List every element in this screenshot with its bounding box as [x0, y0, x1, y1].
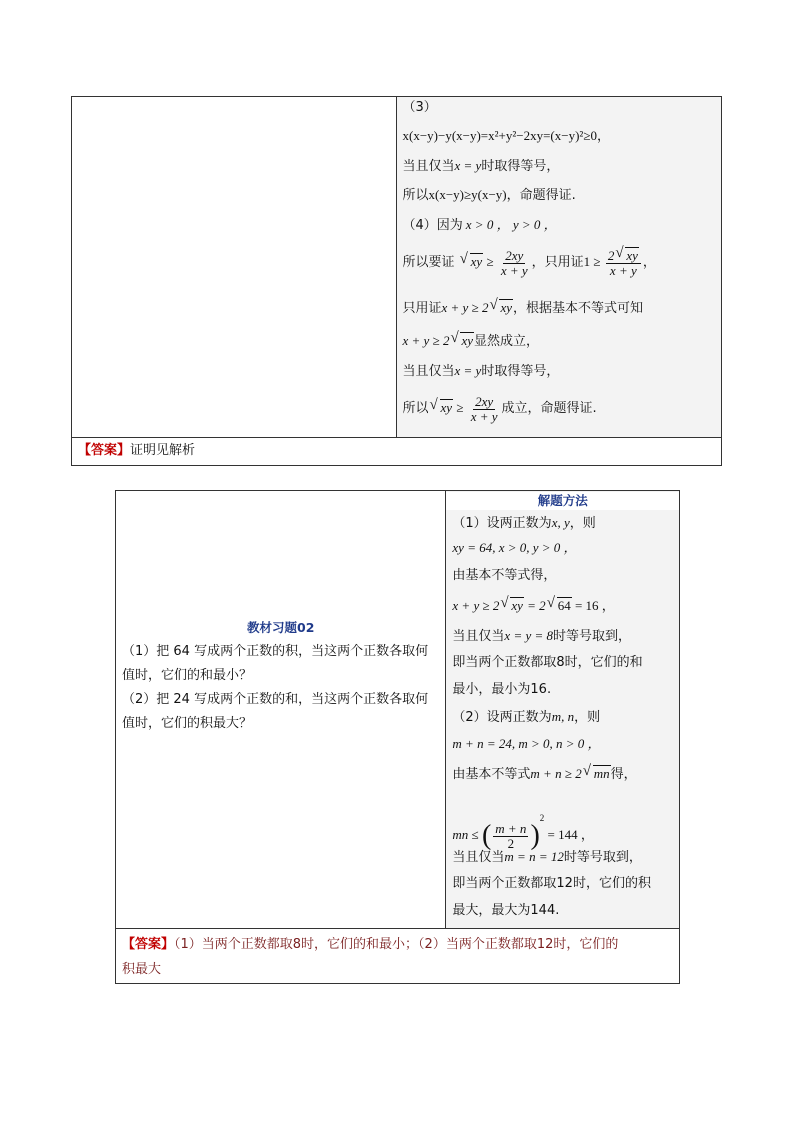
- need-line: 所以要证 √ xy ≥ $\frac{2xy}{x + y}$ ，只用证1 ≥ 2 √ xy x + y ，: [402, 244, 656, 278]
- answer-text-2b: 积最大: [122, 962, 162, 977]
- need-prefix: 所以要证: [402, 255, 455, 270]
- step-8-suffix: ，则: [574, 710, 601, 725]
- method-cell: [446, 491, 680, 929]
- condition2-prefix: 当且仅当: [402, 364, 455, 379]
- part4-math: x > 0 ， y > 0 ，: [465, 217, 557, 232]
- problem-cell: [116, 491, 446, 929]
- problem-title: 教材习题02: [247, 620, 315, 635]
- step-7: 最小，最小为16.: [452, 682, 552, 697]
- solution-table-2: [115, 490, 680, 984]
- answer-label-2: 【答案】: [122, 937, 175, 952]
- step-4: x + y ≥ 2 √ xy = 2 √ 64 = 16 ，: [452, 595, 615, 613]
- part3-label: （3）: [402, 100, 437, 115]
- conclusion-line-1: [403, 186, 576, 205]
- answer-row-1: [72, 438, 722, 466]
- step-1-text: （1）设两正数为: [452, 516, 552, 531]
- answer-label: 【答案】: [78, 443, 131, 458]
- problem-question-1: （1）把 64 写成两个正数的积，当这两个正数各取何值时，它们的和最小？: [122, 644, 429, 683]
- step-1-suffix: ，则: [569, 516, 596, 531]
- solution-cell-1: [396, 97, 722, 438]
- conclusion2-prefix: 所以: [402, 401, 429, 416]
- solution-table-1: [71, 96, 722, 466]
- only-need-line: 只用证x + y ≥ 2 √ xy，根据基本不等式可知: [402, 297, 644, 316]
- only-need-suffix: ，根据基本不等式可知: [513, 301, 644, 316]
- step-14: 最大，最大为144.: [452, 903, 560, 918]
- step-10-prefix: 由基本不等式: [452, 767, 531, 782]
- step-5: [452, 627, 631, 646]
- equation-line: x(x−y)−y(x−y)=x²+y²−2xy=(x−y)²≥0，: [402, 128, 610, 143]
- step-11-suffix: = 144 ，: [547, 827, 594, 842]
- step-12-prefix: 当且仅当: [452, 850, 505, 865]
- obvious-line: x + y ≥ 2 √ xy显然成立，: [402, 330, 540, 349]
- conclusion-line-2: 所以 √ xy ≥ $\frac{2xy}{x + y}$ 成立，命题得证.: [402, 393, 597, 424]
- need-middle: ，只用证: [531, 255, 584, 270]
- step-12-math: m = n = 12: [504, 849, 564, 864]
- step-5-suffix: 时等号取到，: [553, 629, 632, 644]
- step-5-math: x = y = 8: [504, 628, 554, 643]
- left-empty-cell: [72, 97, 397, 438]
- conclusion-suffix: ，命题得证.: [506, 188, 576, 203]
- step-12: [452, 848, 641, 867]
- condition-math: x = y: [454, 158, 482, 173]
- step-6: 即当两个正数都取8时，它们的和: [452, 655, 643, 670]
- conclusion-prefix: 所以: [402, 188, 429, 203]
- method-title: 解题方法: [446, 492, 679, 510]
- problem-question-2: （2）把 24 写成两个正数的和，当这两个正数各取何值时，它们的积最大？: [122, 692, 429, 731]
- condition2-suffix: 时取得等号，: [481, 364, 560, 379]
- answer-text: 证明见解析: [130, 443, 196, 458]
- step-5-prefix: 当且仅当: [452, 629, 505, 644]
- part4-label: （4）因为: [402, 218, 463, 233]
- step-10: 由基本不等式m + n ≥ 2 √ mn得，: [452, 763, 637, 782]
- step-2: xy = 64, x > 0, y > 0 ，: [452, 540, 577, 555]
- answer-text-2: （1）当两个正数都取8时，它们的和最小；（2）当两个正数都取12时，它们的: [174, 937, 619, 952]
- step-11: mn ≤ ( $\frac{m + n}{2}$ )$^2$ = 144 ，: [452, 813, 594, 852]
- condition-suffix: 时取得等号，: [481, 159, 560, 174]
- step-1: [452, 514, 595, 533]
- step-10-suffix: 得，: [610, 767, 637, 782]
- step-13: 即当两个正数都取12时，它们的积: [452, 876, 651, 891]
- obvious-text: 显然成立，: [474, 334, 540, 349]
- condition-prefix: 当且仅当: [402, 159, 455, 174]
- step-9: m + n = 24, m > 0, n > 0 ，: [452, 736, 601, 751]
- answer-row-2: [116, 929, 680, 984]
- step-1-vars: x, y: [551, 515, 570, 530]
- conclusion-math: x(x−y)≥y(x−y): [428, 187, 507, 202]
- conclusion2-suffix: 成立，命题得证.: [501, 401, 597, 416]
- part4-line: [403, 216, 557, 235]
- step-8-vars: m, n: [551, 709, 575, 724]
- step-12-suffix: 时等号取到，: [563, 850, 642, 865]
- step-4-suffix: = 16 ，: [574, 598, 615, 613]
- condition-line-2: 当且仅当x = y时取得等号，: [402, 363, 560, 379]
- condition-line-1: [403, 157, 560, 176]
- step-8: [452, 708, 600, 727]
- step-3: 由基本不等式得，: [452, 568, 557, 583]
- only-need-prefix: 只用证: [402, 301, 442, 316]
- step-8-text: （2）设两正数为: [452, 710, 552, 725]
